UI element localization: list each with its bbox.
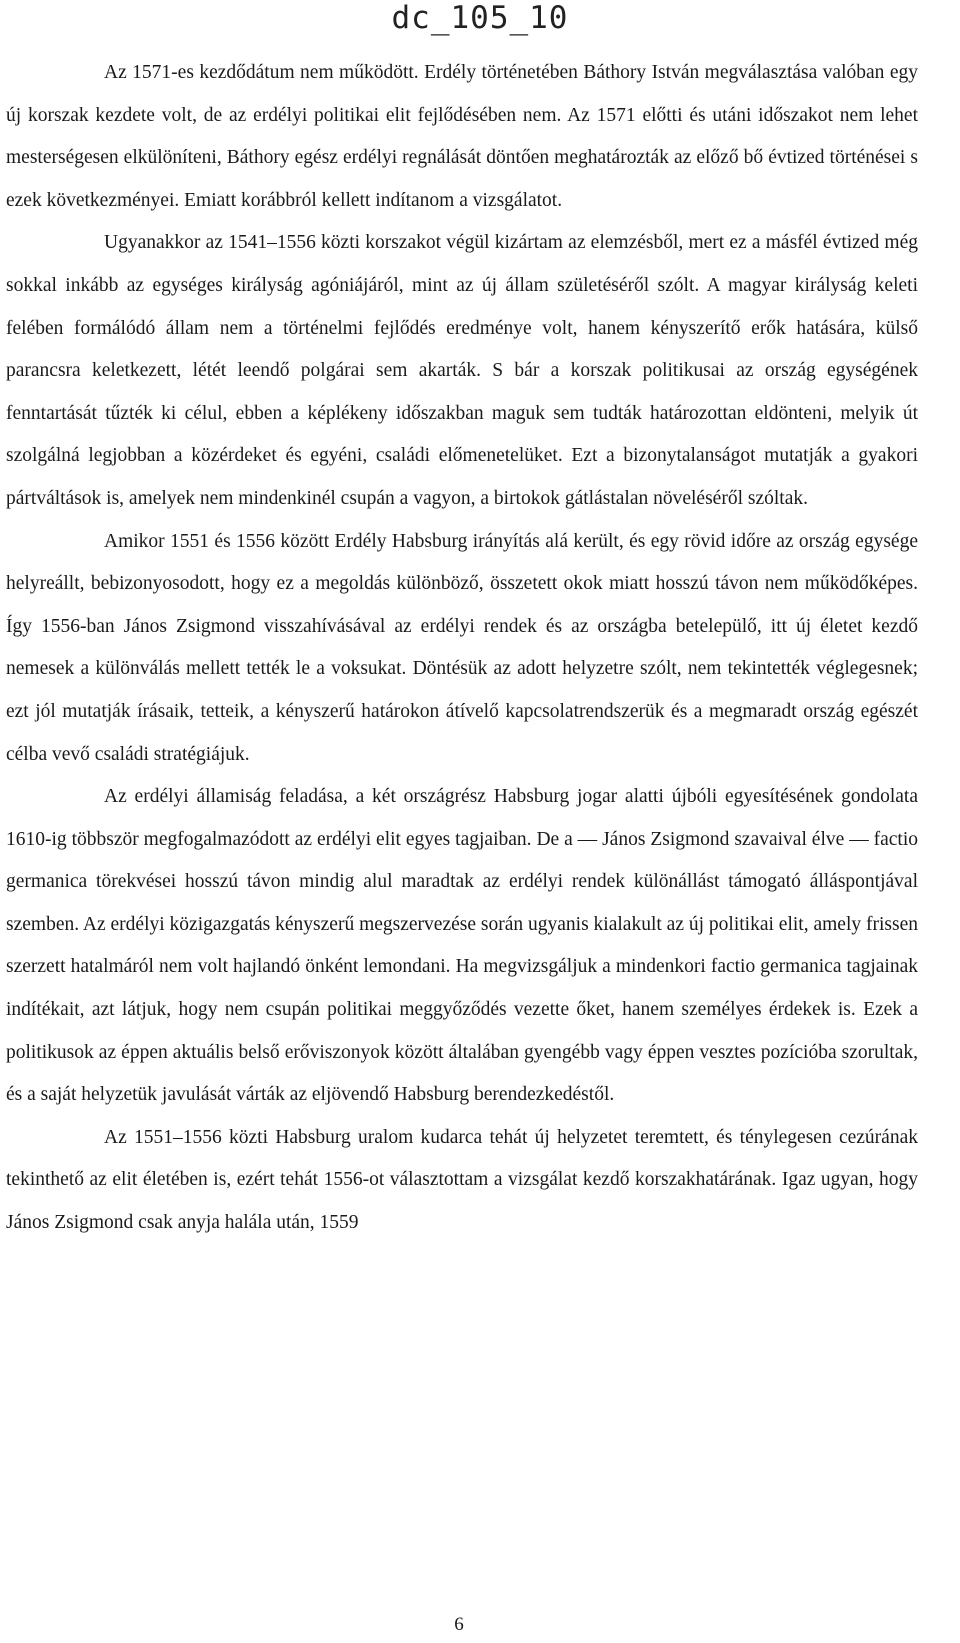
- paragraph: Amikor 1551 és 1556 között Erdély Habsburg irányítás alá került, és egy rövid időre az ország egysége helyreállt, bebizonyosodott, hogy ez a megoldás különböző, összetett okok miatt hosszú távon nem működőképes. Így 1556-ban János Zsigmond visszahívásával az erdélyi rendek és az országba betelepülő, itt új életet kezdő nemesek a különválás mellett tették le a voksukat. Döntésük az adott helyzetre szólt, nem tekintették véglegesnek; ezt jól mutatják írásaik, tetteik, a kényszerű határokon átívelő kapcsolatrendszerük és a megmaradt ország egészét célba vevő családi stratégiájuk.: [6, 530, 918, 765]
- paragraph: Az erdélyi államiság feladása, a két országrész Habsburg jogar alatti újbóli egyesítésének gondolata 1610-ig többször megfogalmazódott az erdélyi elit egyes tagjaiban. De a — János Zsigmond szavaival élve — factio germanica törekvései hosszú távon mindig alul maradtak az erdélyi rendek különállást támogató álláspontjával szemben. Az erdélyi közigazgatás kényszerű megszervezése során ugyanis kialakult az új politikai elit, amely frissen szerzett hatalmáról nem volt hajlandó önként lemondani. Ha megvizsgáljuk a mindenkori factio germanica tagjainak indítékait, azt látjuk, hogy nem csupán politikai meggyőződés vezette őket, hanem személyes érdekek is. Ezek a politikusok az éppen aktuális belső erőviszonyok között általában gyengébb vagy éppen vesztes pozícióba szorultak, és a saját helyzetük javulását várták az eljövendő Habsburg berendezkedéstől.: [6, 786, 918, 1106]
- paragraph: Az 1571-es kezdődátum nem működött. Erdély történetében Báthory István megválasztása valóban egy új korszak kezdete volt, de az erdélyi politikai elit fejlődésében nem. Az 1571 előtti és utáni időszakot nem lehet mesterségesen elkülöníteni, Báthory egész erdélyi regnálását döntően meghatározták az előző bő évtized történései s ezek következményei. Emiatt korábbról kellett indítanom a vizsgálatot.: [6, 62, 918, 211]
- paragraph: Ugyanakkor az 1541–1556 közti korszakot végül kizártam az elemzésből, mert ez a másfél évtized még sokkal inkább az egységes királyság agóniájáról, mint az új állam születéséről szólt. A magyar királyság keleti felében formálódó állam nem a történelmi fejlődés eredménye volt, hanem kényszerítő erők hatására, külső parancsra keletkezett, létét leendő polgárai sem akarták. S bár a korszak politikusai az ország egységének fenntartását tűzték ki célul, ebben a képlékeny időszakban maguk sem tudták határozottan eldönteni, melyik út szolgálná legjobban a közérdeket és egyéni, családi előmenetelüket. Ezt a bizonytalanságot mutatják a gyakori pártváltások is, amelyek nem mindenkinél csupán a vagyon, a birtokok gátlástalan növeléséről szóltak.: [6, 232, 918, 509]
- page-number: 6: [454, 1614, 464, 1635]
- document-id-header: dc_105_10: [391, 0, 569, 36]
- paragraph: Az 1551–1556 közti Habsburg uralom kudarca tehát új helyzetet teremtett, és ténylegesen cezúrának tekinthető az elit életében is, ezért tehát 1556-ot választottam a vizsgálat kezdő korszakhatárának. Igaz ugyan, hogy János Zsigmond csak anyja halála után, 1559: [6, 1126, 918, 1234]
- document-body: [6, 52, 918, 1245]
